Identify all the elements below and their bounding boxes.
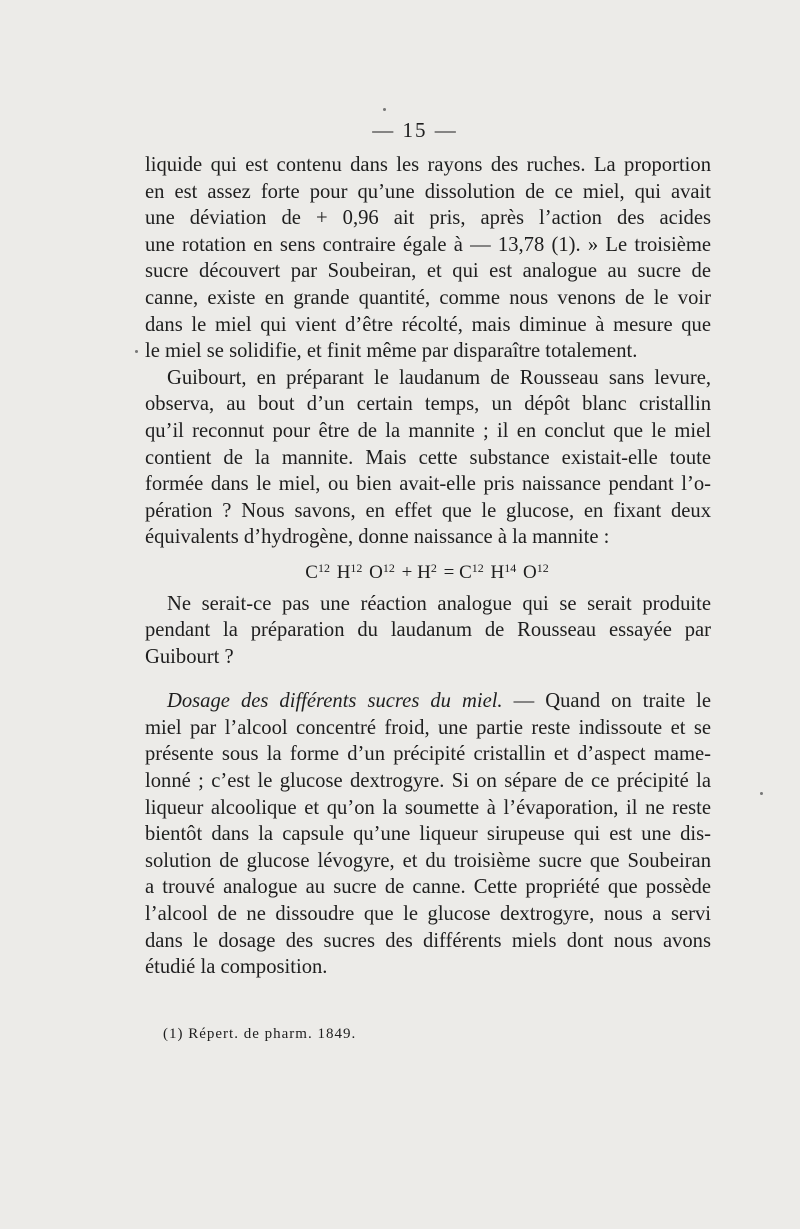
formula-subscript: 12 [382, 560, 395, 575]
paragraph-gap [145, 670, 711, 688]
formula-subscript: 14 [504, 560, 517, 575]
print-speck [135, 350, 138, 353]
formula-subscript: 12 [471, 560, 484, 575]
formula-symbol: O [523, 561, 537, 583]
page-number: — 15 — [372, 118, 458, 142]
chemical-formula [145, 555, 711, 587]
text-line: pendant la préparation du laudanum de Rousseau essayée par [145, 619, 711, 642]
paragraph-2 [145, 365, 711, 551]
section-heading: Dosage des différents sucres du miel. [167, 690, 503, 713]
text-line: liquide qui est contenu dans les rayons des ruches. La proportion [145, 154, 711, 176]
formula-operator: = [443, 561, 455, 583]
text-line: solution de glucose lévogyre, et du troisième sucre que Soubeiran [145, 849, 711, 872]
text-line: formée dans le miel, ou bien avait-elle pris naissance pendant l’o- [145, 473, 711, 496]
text-line: présente sous la forme d’un précipité cristallin et d’aspect mame- [145, 743, 711, 766]
text-line [145, 688, 711, 715]
formula-symbol: O [369, 561, 383, 583]
text-line: Guibourt ? [145, 645, 234, 668]
text-line: canne, existe en grande quantité, comme nous venons de le voir [145, 286, 711, 309]
formula-subscript: 12 [317, 560, 330, 575]
text-line: qu’il reconnut pour être de la mannite ; il en conclut que le miel [145, 419, 711, 442]
formula-symbol: H [490, 561, 505, 583]
formula-symbol: H [417, 561, 431, 583]
text-line: a trouvé analogue au sucre de canne. Cette propriété que possède [145, 876, 711, 899]
text-line: le miel se solidifie, et finit même par disparaître totalement. [145, 340, 638, 363]
text-line: lonné ; c’est le glucose dextrogyre. Si on sépare de ce précipité la [145, 770, 711, 793]
paragraph-4 [145, 688, 711, 981]
paragraph-1 [145, 152, 711, 365]
formula-operator: + [401, 561, 413, 583]
body-text [145, 152, 711, 981]
text-line: sucre découvert par Soubeiran, et qui est analogue au sucre de [145, 260, 711, 283]
formula-symbol: H [336, 561, 351, 583]
formula-symbol: C [459, 561, 472, 583]
text-line: en est assez forte pour qu’une dissolution de ce miel, qui avait [145, 180, 711, 203]
text-line: pération ? Nous savons, en effet que le glucose, en fixant deux [145, 499, 711, 522]
text-line: observa, au bout d’un certain temps, un dépôt blanc cristallin [145, 393, 711, 416]
formula-subscript: 12 [350, 560, 363, 575]
formula-subscript: 2 [430, 560, 437, 575]
text-line: étudié la composition. [145, 956, 328, 979]
text-line: contient de la mannite. Mais cette substance existait-elle toute [145, 446, 711, 469]
text-line: équivalents d’hydrogène, donne naissance à la mannite : [145, 526, 610, 549]
text-line: une rotation en sens contraire égale à — 13,78 (1). » Le troisième [145, 233, 711, 256]
footnote: (1) Répert. de pharm. 1849. [163, 1026, 357, 1042]
paragraph-3 [145, 591, 711, 671]
text-line: bientôt dans la capsule qu’une liqueur sirupeuse qui est une dis- [145, 823, 711, 846]
formula-symbol: C [305, 561, 318, 583]
text-line: l’alcool de ne dissoudre que le glucose dextrogyre, nous a servi [145, 903, 711, 926]
formula-subscript: 12 [536, 560, 549, 575]
text-line: dans le miel qui vient d’être récolté, mais diminue à mesure que [145, 313, 711, 336]
text-line: liqueur alcoolique et qu’on la soumette à l’évaporation, il ne reste [145, 796, 711, 819]
text-line: Guibourt, en préparant le laudanum de Rousseau sans levure, [167, 366, 711, 389]
heading-continuation: — Quand on traite le [513, 690, 711, 713]
text-line: miel par l’alcool concentré froid, une partie reste indissoute et se [145, 716, 711, 739]
print-speck [760, 792, 763, 795]
text-line: une déviation de + 0,96 ait pris, après l’action des acides [145, 207, 711, 230]
text-line: dans le dosage des sucres des différents miels dont nous avons [145, 929, 711, 952]
text-line: Ne serait-ce pas une réaction analogue qui se serait produite [167, 592, 711, 615]
print-speck [383, 108, 386, 111]
